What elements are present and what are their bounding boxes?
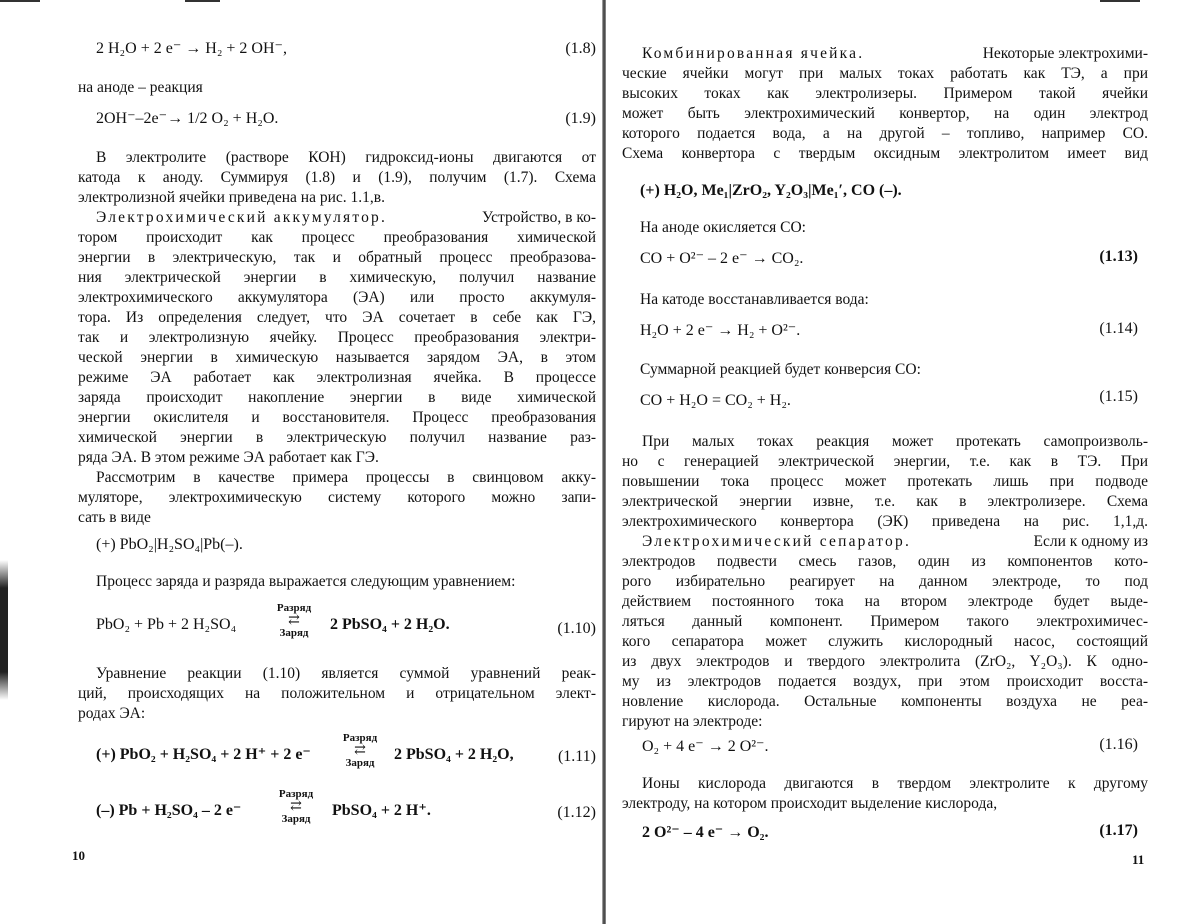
equation-1-12-right: PbSO₄ + 2 H⁺. (332, 802, 431, 819)
text-fragment: Некоторые электрохими- (982, 45, 1148, 62)
paragraph-line: Уравнение реакции (1.10) является суммой уравнений реак- (96, 665, 596, 682)
equation-number: (1.15) (1099, 388, 1138, 405)
paragraph-line: ряда ЭА. В этом режиме ЭА работает как ГЭ. (78, 449, 379, 466)
paragraph-line: родах ЭА: (78, 705, 146, 722)
text-fragment: Устройство, в ко- (482, 209, 596, 226)
equation-number: (1.11) (557, 748, 596, 765)
paragraph-line (642, 532, 1148, 552)
paragraph-line: тора. Из определения следует, что ЭА сочетает в себе как ГЭ, (78, 309, 596, 326)
paragraph-line: сать в виде (78, 509, 151, 526)
text-line: на аноде – реакция (78, 79, 203, 96)
paragraph-line: ния электрической энергии в химическую, получил название (78, 269, 596, 286)
paragraph-line: электроду, на котором происходит выделение кислорода, (622, 795, 998, 812)
lead-acid-scheme: (+) PbO₂|H₂SO₄|Pb(–). (96, 536, 243, 553)
reversible-arrow (330, 732, 390, 770)
paragraph-line: из двух электродов и твердого электролита (ZrO₂, Y₂O₃). К одно- (622, 653, 1148, 670)
paragraph-line: ческой энергии в химическую называется зарядом ЭА, в этом (78, 349, 596, 366)
paragraph-line: химической энергии в электрическую получил название раз- (78, 429, 596, 446)
equation-number: (1.12) (557, 804, 596, 821)
paragraph-line: катода к аноду. Суммируя (1.8) и (1.9), получим (1.7). Схема (78, 169, 596, 186)
paragraph-line: но с генерацией электрической энергии, т.е. как в ТЭ. При (622, 453, 1148, 470)
paragraph-line: тором происходит как процесс преобразования химической (78, 229, 596, 246)
paragraph-line: Рассмотрим в качестве примера процессы в свинцовом акку- (96, 469, 596, 486)
paragraph-line: энергии в электрическую, так и обратный процесс преобразова- (78, 249, 596, 266)
paragraph-line: Схема конвертора с твердым оксидным электролитом имеет вид (622, 145, 1148, 162)
page-number: 11 (1132, 852, 1145, 867)
arrow-label-charge: Заряд (345, 757, 375, 769)
arrow-label-discharge: Разряд (342, 732, 378, 744)
equation-1-16: O₂ + 4 e⁻ → 2 O²⁻. (642, 738, 769, 755)
equation-1-11-left: (+) PbO₂ + H₂SO₄ + 2 H⁺ + 2 e⁻ (96, 746, 311, 763)
right-page (606, 0, 1200, 924)
paragraph-line: муляторе, электрохимическую систему которого можно запи- (78, 489, 596, 506)
page-number: 10 (72, 848, 85, 863)
paragraph-line: гируют на электроде: (622, 713, 763, 730)
paragraph-line: рого избирательно реагирует на данном электроде, то под (622, 573, 1148, 590)
equation-number: (1.17) (1099, 822, 1138, 839)
reversible-arrow (264, 602, 324, 640)
paragraph-line: В электролите (растворе КОН) гидроксид-ионы двигаются от (96, 149, 596, 166)
equation-1-8: 2 H₂O + 2 e⁻ → H₂ + 2 OH⁻, (96, 40, 287, 57)
text-line: Процесс заряда и разряда выражается следующим уравнением: (96, 573, 516, 590)
double-arrow-icon: ⇄ (288, 613, 300, 628)
paragraph-line: может быть электрохимический конвертор, на один электрод (622, 105, 1148, 122)
paragraph-line: электрической энергии извне, т.е. как в электролизере. Схема (622, 493, 1148, 510)
text-line: Суммарной реакцией будет конверсия СО: (640, 361, 921, 378)
equation-1-12-left: (–) Pb + H₂SO₄ – 2 e⁻ (96, 802, 242, 819)
term-heading: Комбинированная ячейка. (642, 45, 865, 62)
equation-number: (1.14) (1099, 320, 1138, 337)
equation-1-17: 2 O²⁻ – 4 e⁻ → O₂. (642, 824, 769, 841)
arrow-label-charge: Заряд (281, 813, 311, 825)
paragraph-line: му из электродов подается воздух, при этом происходит восста- (622, 673, 1148, 690)
equation-1-11-right: 2 PbSO₄ + 2 H₂O, (394, 746, 514, 763)
paragraph-line: так и электролизную ячейку. Процесс преобразования электри- (78, 329, 596, 346)
equation-number: (1.8) (565, 40, 596, 57)
equation-1-10-right: 2 PbSO₄ + 2 H₂O. (330, 616, 450, 633)
paragraph-line: действием постоянного тока на втором электроде будет выде- (622, 593, 1148, 610)
arrow-label-charge: Заряд (279, 627, 309, 639)
paragraph-line: ляться данный компонент. Примером такого электрохимичес- (622, 613, 1148, 630)
arrow-label-discharge: Разряд (278, 788, 314, 800)
paragraph-line: которого подается вода, а на другой – топливо, например СО. (622, 125, 1148, 142)
paragraph-line: заряда происходит накопление энергии в виде химической (78, 389, 596, 406)
arrow-label-discharge: Разряд (276, 602, 312, 614)
term-heading: Электрохимический сепаратор. (642, 533, 912, 550)
paragraph-line: новление кислорода. Остальные компоненты воздуха не реа- (622, 693, 1148, 710)
double-arrow-icon: ⇄ (354, 743, 366, 758)
equation-1-15: CO + H₂O = CO₂ + H₂. (640, 392, 791, 409)
text-line: На катоде восстанавливается вода: (640, 291, 869, 308)
paragraph-line: электрохимического конвертора (ЭК) приведена на рис. 1,1,д. (622, 513, 1148, 530)
converter-scheme: (+) H₂O, Me₁|ZrO₂, Y₂O₃|Me₁′, CO (–). (640, 182, 902, 199)
equation-number: (1.10) (557, 620, 596, 637)
text-fragment: Если к одному из (1033, 533, 1148, 550)
text-line: На аноде окисляется СО: (640, 219, 806, 236)
equation-1-9: 2OH⁻–2e⁻→ 1/2 O₂ + H₂O. (96, 110, 279, 127)
equation-number: (1.13) (1099, 248, 1138, 265)
paragraph-line (642, 44, 1148, 64)
paragraph-line: повышении тока процесс может протекать лишь при подводе (622, 473, 1148, 490)
double-arrow-icon: ⇄ (290, 799, 302, 814)
paragraph-line: электрохимического аккумулятора (ЭА) или просто аккумуля- (78, 289, 596, 306)
paragraph-line: режиме ЭА работает как электролизная ячейка. В процессе (78, 369, 596, 386)
paragraph-line: При малых токах реакция может протекать самопроизволь- (642, 433, 1148, 450)
equation-number: (1.9) (565, 110, 596, 127)
equation-1-10-left: PbO₂ + Pb + 2 H₂SO₄ (96, 616, 237, 633)
equation-number: (1.16) (1099, 736, 1138, 753)
paragraph-line: ций, происходящих на положительном и отрицательном элект- (78, 685, 596, 702)
equation-1-13: CO + O²⁻ – 2 e⁻ → CO₂. (640, 250, 804, 267)
paragraph-line: электродов подвести смесь газов, один из компонентов кото- (622, 553, 1148, 570)
paragraph-line (96, 208, 596, 228)
paragraph-line: Ионы кислорода двигаются в твердом электролите к другому (642, 775, 1148, 792)
paragraph-line: электролизной ячейки приведена на рис. 1.1,в. (78, 189, 385, 206)
paragraph-line: высоких токах как электролизеры. Примером такой ячейки (622, 85, 1148, 102)
reversible-arrow (266, 788, 326, 826)
term-heading: Электрохимический аккумулятор. (96, 209, 388, 226)
paragraph-line: ческие ячейки могут при малых токах работать как ТЭ, а при (622, 65, 1148, 82)
equation-1-14: H₂O + 2 e⁻ → H₂ + O²⁻. (640, 322, 801, 339)
paragraph-line: кого сепаратора может служить кислородный насос, состоящий (622, 633, 1148, 650)
paragraph-line: энергии окислителя и восстановителя. Процесс преобразования (78, 409, 596, 426)
